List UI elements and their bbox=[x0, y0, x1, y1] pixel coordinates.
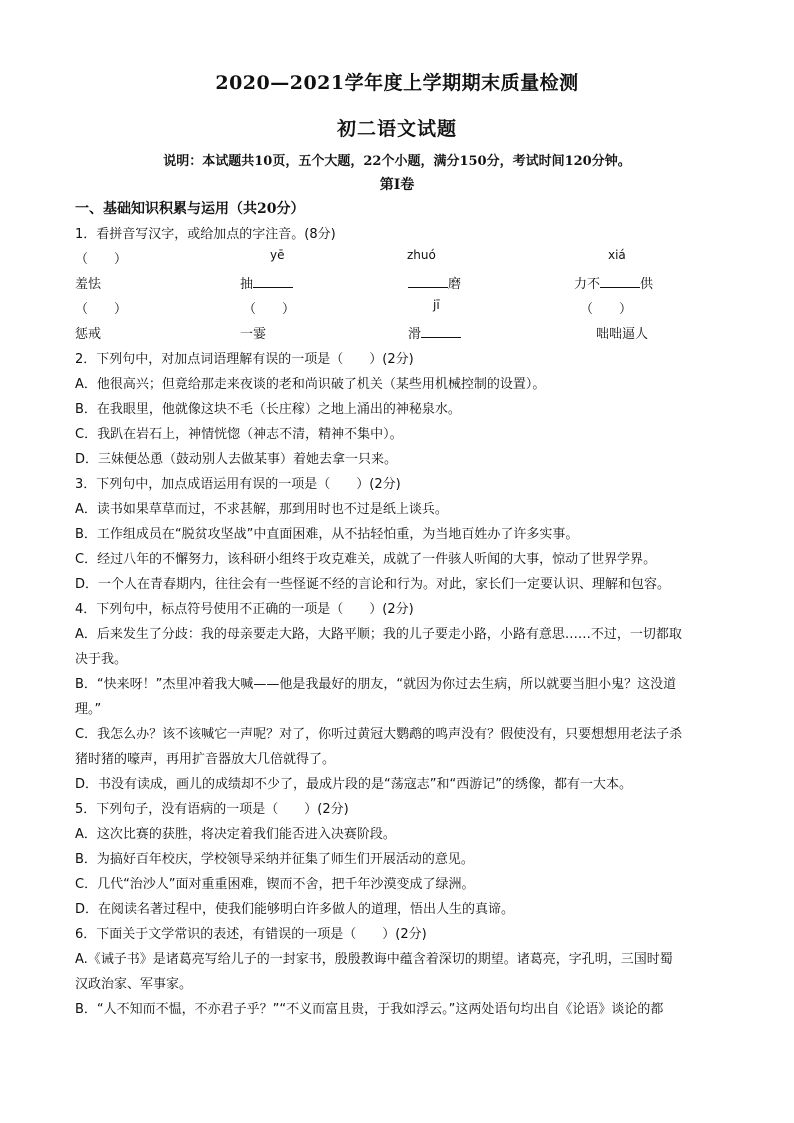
question-3-stem: 3．下列句中，加点成语运用有误的一项是（ ）(2分) bbox=[75, 477, 401, 492]
pinyin-ji: jī bbox=[433, 298, 440, 312]
option-b: B．为搞好百年校庆，学校领导采纳并征集了师生们开展活动的意见。 bbox=[75, 852, 474, 867]
option-b: B．在我眼里，他就像这块不毛（长庄稼）之地上涌出的神秘泉水。 bbox=[75, 402, 461, 417]
word-item: 惩戒 bbox=[75, 327, 102, 342]
pinyin-ye: yē bbox=[270, 248, 285, 262]
word-item: 力不 供 bbox=[574, 273, 653, 292]
option-c: C．我趴在岩石上，神情恍惚（神志不清，精神不集中）。 bbox=[75, 427, 403, 442]
word-item: 滑 bbox=[408, 323, 461, 342]
option-c: C．我怎么办？该不该喊它一声呢？对了，你听过黄冠大鹦鹉的鸣声没有？假使没有，只要想想用老法子杀 bbox=[75, 727, 683, 742]
word-item: 磨 bbox=[408, 273, 461, 292]
option-d: D．一个人在青春期内，往往会有一些怪诞不经的言论和行为。对此，家长们一定要认识、理解和包容。 bbox=[75, 577, 671, 592]
question-4-stem: 4．下列句中，标点符号使用不正确的一项是（ ）(2分) bbox=[75, 602, 414, 617]
option-a-cont: 决于我。 bbox=[75, 652, 128, 667]
option-a: A．读书如果草草而过，不求甚解，那到用时也不过是纸上谈兵。 bbox=[75, 502, 448, 517]
option-a: A．这次比赛的获胜，将决定着我们能否进入决赛阶段。 bbox=[75, 827, 396, 842]
question-1-stem: 1．看拼音写汉字，或给加点的字注音。(8分) bbox=[75, 227, 336, 242]
option-b: B．工作组成员在“脱贫攻坚战”中直面困难，从不拈轻怕重，为当地百姓办了许多实事。 bbox=[75, 527, 579, 542]
option-c: C．经过八年的不懈努力，该科研小组终于攻克难关，成就了一件骇人听闻的大事，惊动了世界学界。 bbox=[75, 552, 657, 567]
fill-blank[interactable] bbox=[408, 273, 448, 288]
option-d: D．三妹便怂恿（鼓动别人去做某事）着她去拿一只来。 bbox=[75, 452, 398, 467]
answer-blank-paren[interactable]: （ ） bbox=[243, 302, 296, 317]
exam-instructions: 说明：本试题共10页，五个大题，22个小题，满分150分，考试时间120分钟。 bbox=[163, 154, 631, 169]
answer-blank-paren[interactable]: （ ） bbox=[75, 252, 128, 267]
fill-blank[interactable] bbox=[421, 323, 461, 338]
question-6-stem: 6．下面关于文学常识的表述，有错误的一项是（ ）(2分) bbox=[75, 927, 427, 942]
section-heading: 一、基础知识积累与运用（共20分） bbox=[75, 201, 305, 217]
volume-label: 第Ⅰ卷 bbox=[379, 177, 415, 193]
question-2-stem: 2．下列句中，对加点词语理解有误的一项是（ ）(2分) bbox=[75, 352, 414, 367]
option-a: A．后来发生了分歧：我的母亲要走大路，大路平顺；我的儿子要走小路，小路有意思……不过，一切都取 bbox=[75, 627, 682, 642]
pinyin-zhuo: zhuó bbox=[407, 248, 436, 262]
option-b: B．“人不知而不愠，不亦君子乎？”“不义而富且贵，于我如浮云。”这两处语句均出自《论语》谈论的都 bbox=[75, 1002, 664, 1017]
fill-blank[interactable] bbox=[600, 273, 640, 288]
exam-title: 2020—2021学年度上学期期末质量检测 bbox=[215, 72, 579, 94]
option-b-cont: 理。” bbox=[75, 702, 102, 717]
word-item: 一霎 bbox=[240, 327, 267, 342]
option-b: B．“快来呀！”杰里冲着我大喊——他是我最好的朋友，“就因为你过去生病，所以就要当胆小鬼？这没道 bbox=[75, 677, 677, 692]
option-a: A．他很高兴；但竟给那走来夜谈的老和尚识破了机关（某些用机械控制的设置）。 bbox=[75, 377, 546, 392]
fill-blank[interactable] bbox=[253, 273, 293, 288]
exam-subtitle: 初二语文试题 bbox=[336, 118, 457, 140]
option-d: D．书没有读成，画儿的成绩却不少了，最成片段的是“荡寇志”和“西游记”的绣像，都有一大本。 bbox=[75, 777, 632, 792]
option-a-cont: 汉政治家、军事家。 bbox=[75, 977, 193, 992]
pinyin-xia: xiá bbox=[608, 248, 626, 262]
word-item: 羞怯 bbox=[75, 277, 102, 292]
answer-blank-paren[interactable]: （ ） bbox=[75, 302, 128, 317]
option-c-cont: 猪时猪的嚎声，再用扩音器放大几倍就得了。 bbox=[75, 752, 336, 767]
option-d: D．在阅读名著过程中，使我们能够明白许多做人的道理，悟出人生的真谛。 bbox=[75, 902, 515, 917]
word-item: 抽 bbox=[240, 273, 293, 292]
option-c: C．几代“治沙人”面对重重困难，锲而不舍，把千年沙漠变成了绿洲。 bbox=[75, 877, 475, 892]
word-item: 咄咄逼人 bbox=[596, 327, 649, 342]
answer-blank-paren[interactable]: （ ） bbox=[580, 302, 633, 317]
question-5-stem: 5．下列句子，没有语病的一项是（ ）(2分) bbox=[75, 802, 349, 817]
option-a: A.《诫子书》是诸葛亮写给儿子的一封家书，殷殷教诲中蕴含着深切的期望。诸葛亮，字孔明，三国时蜀 bbox=[75, 952, 673, 967]
